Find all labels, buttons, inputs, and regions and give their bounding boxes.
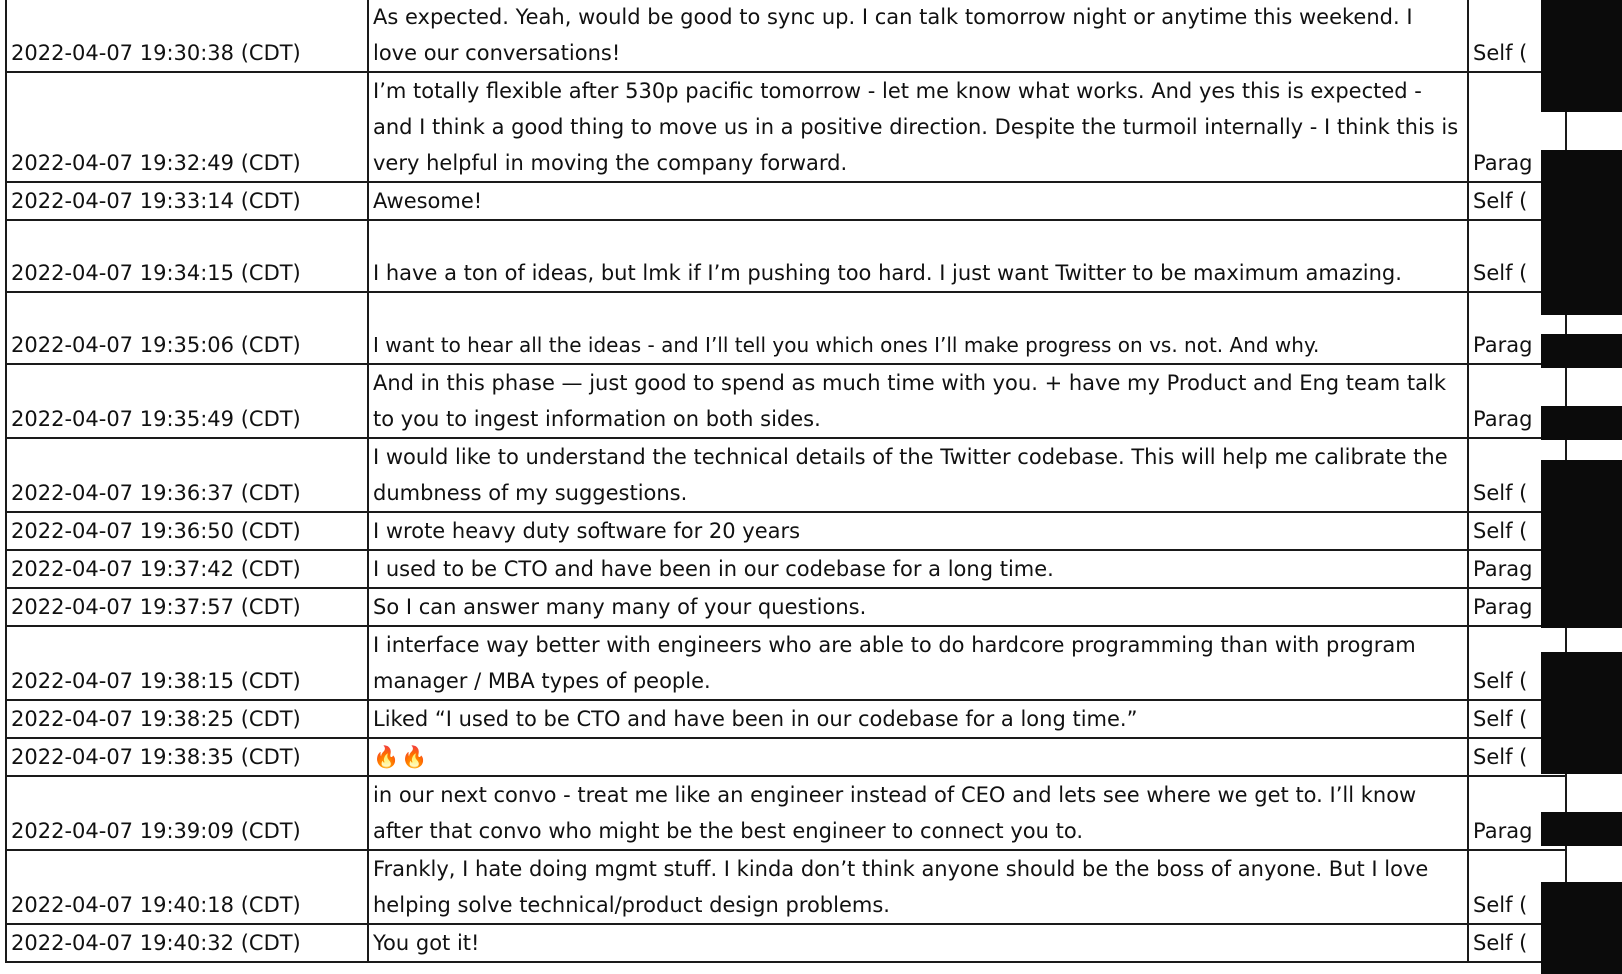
- timestamp-cell: 2022-04-07 19:38:15 (CDT): [6, 626, 368, 700]
- message-cell: in our next convo - treat me like an engineer instead of CEO and lets see where we get to. I’ll know after that convo who might be the best engineer to connect you to.: [368, 776, 1468, 850]
- timestamp-cell: 2022-04-07 19:37:42 (CDT): [6, 550, 368, 588]
- sender-cell: Self (: [1468, 512, 1566, 550]
- message-log-table: [5, 0, 1567, 963]
- sender-cell: Self (: [1468, 438, 1566, 512]
- table-row: [6, 776, 1566, 850]
- message-cell: You got it!: [368, 924, 1468, 962]
- table-row: [6, 292, 1566, 364]
- sender-cell: Parag: [1468, 588, 1566, 626]
- timestamp-cell: 2022-04-07 19:36:37 (CDT): [6, 438, 368, 512]
- timestamp-cell: 2022-04-07 19:39:09 (CDT): [6, 776, 368, 850]
- message-cell: Liked “I used to be CTO and have been in our codebase for a long time.”: [368, 700, 1468, 738]
- message-cell: I interface way better with engineers who are able to do hardcore programming than with program manager / MBA types of people.: [368, 626, 1468, 700]
- timestamp-cell: 2022-04-07 19:34:15 (CDT): [6, 220, 368, 292]
- timestamp-cell: 2022-04-07 19:38:25 (CDT): [6, 700, 368, 738]
- table-row: [6, 364, 1566, 438]
- message-cell: Awesome!: [368, 182, 1468, 220]
- table-row: [6, 182, 1566, 220]
- table-row: [6, 850, 1566, 924]
- table-row: [6, 72, 1566, 182]
- table-row: [6, 550, 1566, 588]
- sender-cell: Self (: [1468, 738, 1566, 776]
- table-row: [6, 0, 1566, 72]
- timestamp-cell: 2022-04-07 19:40:18 (CDT): [6, 850, 368, 924]
- table-row: [6, 220, 1566, 292]
- table-row: [6, 588, 1566, 626]
- timestamp-cell: 2022-04-07 19:35:06 (CDT): [6, 292, 368, 364]
- sender-cell: Self (: [1468, 220, 1566, 292]
- sender-cell: Parag: [1468, 776, 1566, 850]
- timestamp-cell: 2022-04-07 19:35:49 (CDT): [6, 364, 368, 438]
- table-row: [6, 626, 1566, 700]
- table-row: [6, 738, 1566, 776]
- message-cell: So I can answer many many of your questions.: [368, 588, 1468, 626]
- table-row: [6, 512, 1566, 550]
- message-cell: I wrote heavy duty software for 20 years: [368, 512, 1468, 550]
- timestamp-cell: 2022-04-07 19:30:38 (CDT): [6, 0, 368, 72]
- message-cell: I’m totally flexible after 530p pacific tomorrow - let me know what works. And yes this is expected - and I think a good thing to move us in a positive direction. Despite the turmoil internally - I think this is very helpful in moving the company forward.: [368, 72, 1468, 182]
- message-cell: And in this phase — just good to spend as much time with you. + have my Product and Eng team talk to you to ingest information on both sides.: [368, 364, 1468, 438]
- sender-cell: Self (: [1468, 850, 1566, 924]
- table-row: [6, 438, 1566, 512]
- message-cell: Frankly, I hate doing mgmt stuff. I kinda don’t think anyone should be the boss of anyone. But I love helping solve technical/product design problems.: [368, 850, 1468, 924]
- sender-cell: Parag: [1468, 364, 1566, 438]
- sender-cell: Self (: [1468, 182, 1566, 220]
- message-cell: I want to hear all the ideas - and I’ll tell you which ones I’ll make progress on vs. not. And why.: [368, 292, 1468, 364]
- message-cell: I would like to understand the technical details of the Twitter codebase. This will help me calibrate the dumbness of my suggestions.: [368, 438, 1468, 512]
- sender-cell: Parag: [1468, 72, 1566, 182]
- fire-emoji-message: 🔥🔥: [368, 738, 1468, 776]
- timestamp-cell: 2022-04-07 19:40:32 (CDT): [6, 924, 368, 962]
- table-row: [6, 924, 1566, 962]
- message-cell: As expected. Yeah, would be good to sync up. I can talk tomorrow night or anytime this weekend. I love our conversations!: [368, 0, 1468, 72]
- sender-cell: Self (: [1468, 626, 1566, 700]
- timestamp-cell: 2022-04-07 19:36:50 (CDT): [6, 512, 368, 550]
- sender-cell: Self (: [1468, 0, 1566, 72]
- sender-cell: Self (: [1468, 700, 1566, 738]
- message-cell: I have a ton of ideas, but lmk if I’m pushing too hard. I just want Twitter to be maximum amazing.: [368, 220, 1468, 292]
- sender-cell: Parag: [1468, 550, 1566, 588]
- table-row: [6, 700, 1566, 738]
- sender-cell: Self (: [1468, 924, 1566, 962]
- sender-cell: Parag: [1468, 292, 1566, 364]
- message-cell: I used to be CTO and have been in our codebase for a long time.: [368, 550, 1468, 588]
- timestamp-cell: 2022-04-07 19:38:35 (CDT): [6, 738, 368, 776]
- timestamp-cell: 2022-04-07 19:37:57 (CDT): [6, 588, 368, 626]
- timestamp-cell: 2022-04-07 19:32:49 (CDT): [6, 72, 368, 182]
- timestamp-cell: 2022-04-07 19:33:14 (CDT): [6, 182, 368, 220]
